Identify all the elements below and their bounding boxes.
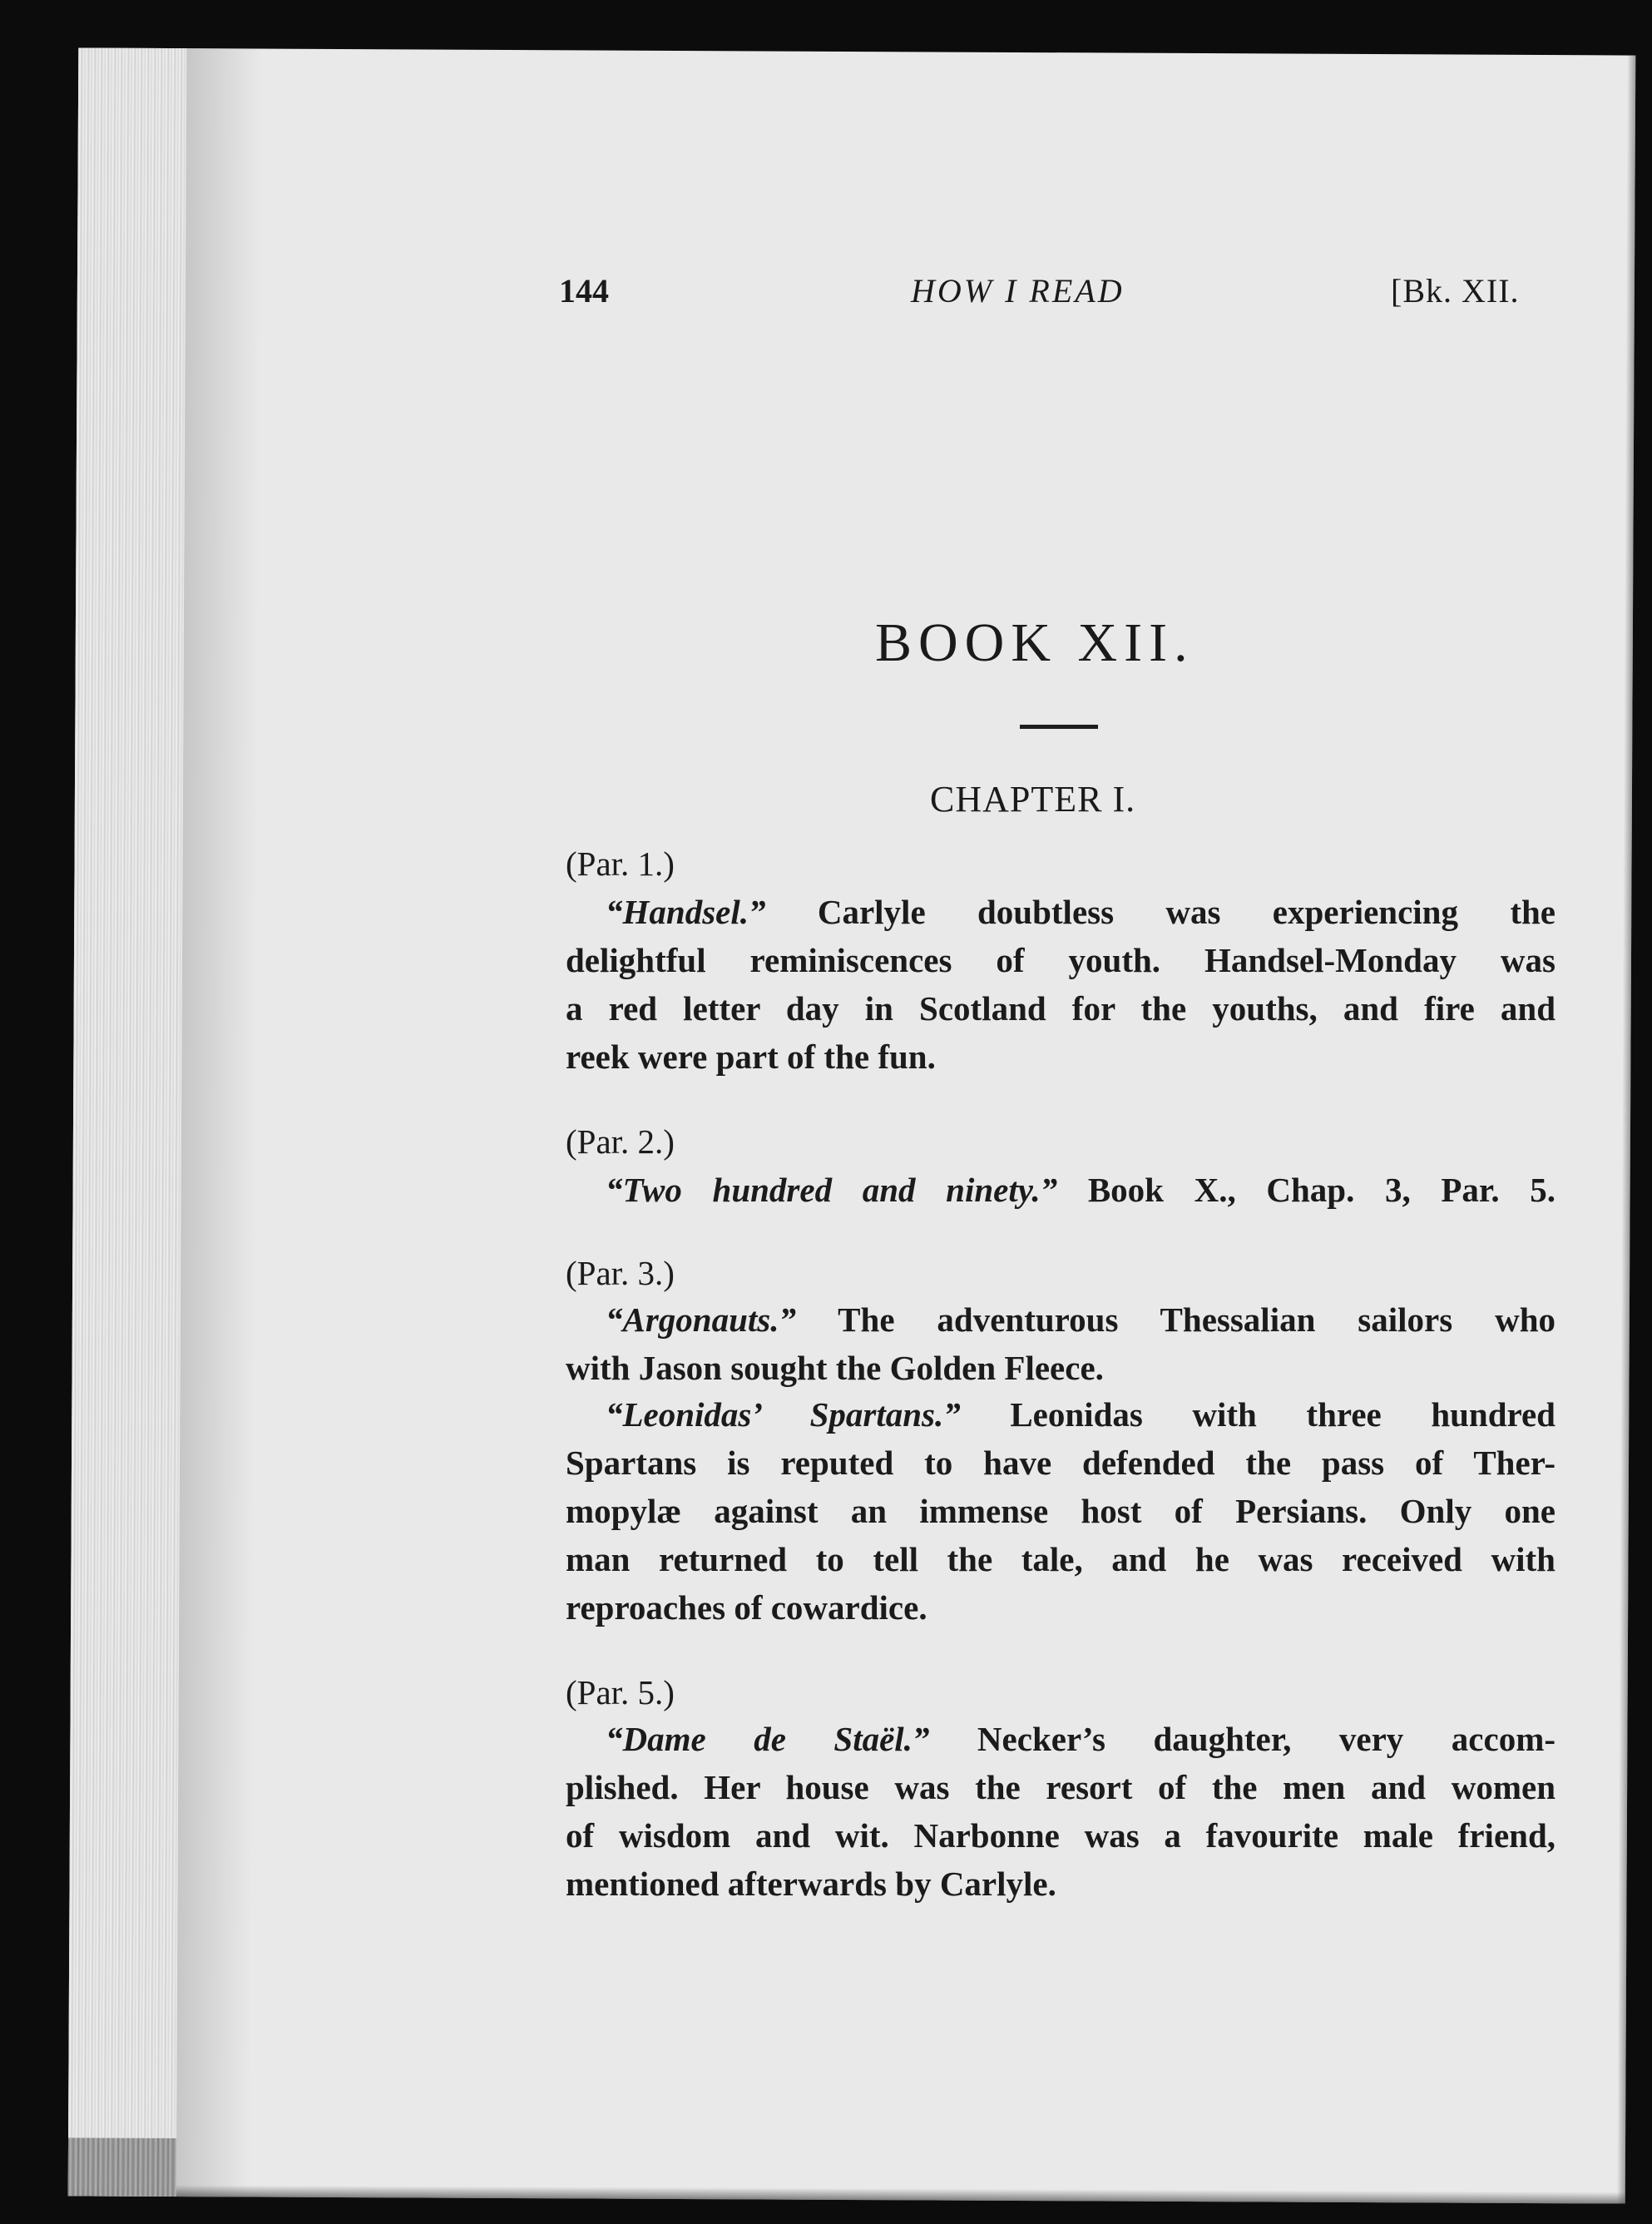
text-line: a red letter day in Scotland for the youths, and fire and — [566, 989, 1556, 1028]
text-line: delightful reminiscences of youth. Handsel-Monday was — [566, 941, 1556, 979]
line-text: Necker’s daughter, very accom- — [929, 1720, 1556, 1758]
paragraph-label: (Par. 5.) — [566, 1673, 675, 1711]
quoted-term: “Argonauts.” — [606, 1300, 797, 1339]
line-text: Book X., Chap. 3, Par. 5. — [1057, 1171, 1556, 1209]
page-right-edge — [1617, 56, 1636, 2204]
page-edges — [68, 47, 187, 2197]
quoted-term: “Handsel.” — [606, 893, 766, 931]
text-line — [606, 1300, 1556, 1340]
text-line: reproaches of cowardice. — [566, 1588, 927, 1627]
text-line — [606, 1719, 1556, 1759]
page-bottom-edge — [176, 2185, 1625, 2204]
text-line: Spartans is reputed to have defended the pass of Ther- — [566, 1444, 1556, 1482]
running-title: HOW I READ — [911, 272, 1125, 310]
paragraph-label: (Par. 3.) — [566, 1254, 675, 1292]
text-line: mentioned afterwards by Carlyle. — [566, 1865, 1056, 1903]
paragraph-label: (Par. 2.) — [566, 1122, 675, 1161]
text-line: reek were part of the fun. — [566, 1038, 936, 1076]
line-text: Leonidas with three hundred — [960, 1395, 1556, 1434]
heading-rule — [1020, 725, 1098, 729]
line-text: The adventurous Thessalian sailors who — [796, 1300, 1556, 1339]
text-line — [606, 1170, 1556, 1210]
text-line: of wisdom and wit. Narbonne was a favourite male friend, — [566, 1816, 1556, 1855]
book-heading: BOOK XII. — [875, 612, 1194, 673]
text-line: plished. Her house was the resort of the men and women — [566, 1768, 1556, 1806]
page-number: 144 — [559, 272, 609, 310]
text-line: mopylæ against an immense host of Persians. Only one — [566, 1492, 1556, 1530]
quoted-term: “Leonidas’ Spartans.” — [606, 1395, 961, 1434]
text-line: with Jason sought the Golden Fleece. — [566, 1349, 1104, 1387]
line-text: Carlyle doubtless was experiencing the — [765, 893, 1556, 931]
quoted-term: “Two hundred and ninety.” — [606, 1171, 1058, 1209]
text-line — [606, 1394, 1556, 1434]
gutter-shadow — [176, 48, 262, 2197]
running-book-ref: [Bk. XII. — [1391, 272, 1520, 310]
text-line — [606, 892, 1556, 932]
chapter-heading: CHAPTER I. — [930, 779, 1136, 820]
paragraph-label: (Par. 1.) — [566, 845, 675, 883]
quoted-term: “Dame de Staël.” — [606, 1720, 930, 1758]
text-line: man returned to tell the tale, and he was received with — [566, 1540, 1556, 1578]
